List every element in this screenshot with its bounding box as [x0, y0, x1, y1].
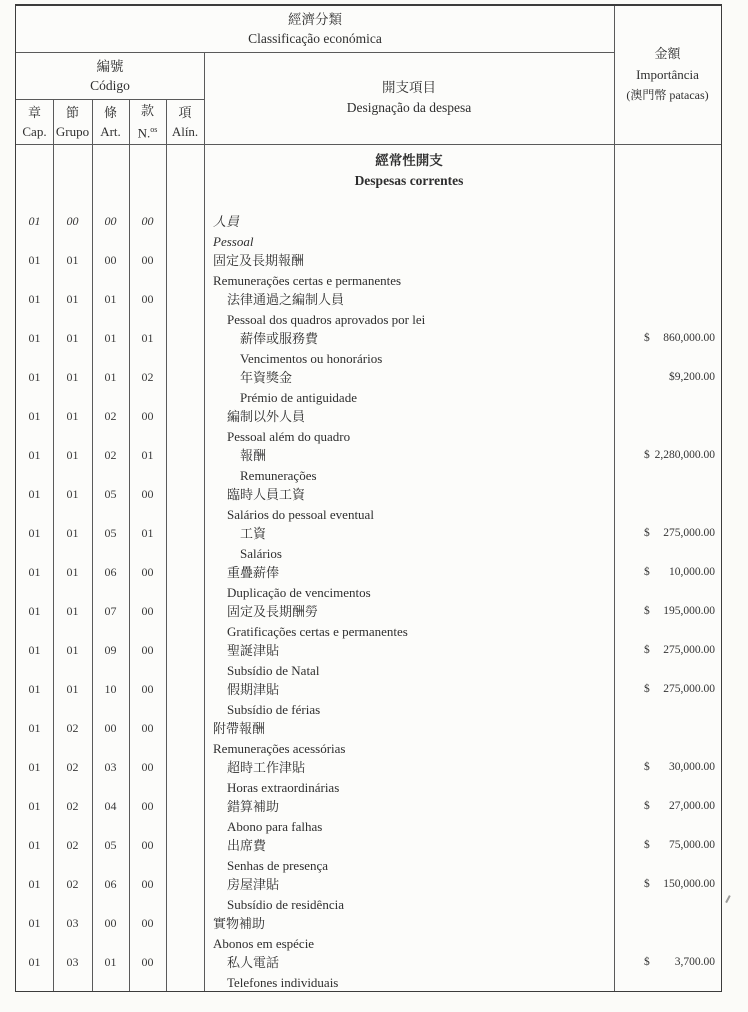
code-art-cell: 02 [104, 409, 117, 423]
code-alin-cell [166, 485, 204, 505]
code-grupo-cell: 01 [66, 370, 79, 384]
budget-table [15, 4, 722, 992]
code-grupo-cell: 00 [66, 214, 79, 228]
code-art-cell: 03 [104, 760, 117, 774]
header-classification-pt: Classificação económica [248, 31, 382, 46]
code-alin-cell [166, 953, 204, 973]
code-alin-cell [166, 758, 204, 778]
code-grupo-cell: 01 [66, 682, 79, 696]
table-row [16, 329, 721, 368]
code-alin-cell [166, 524, 204, 544]
code-alin-cell [166, 290, 204, 310]
code-grupo-cell: 01 [66, 604, 79, 618]
code-n-cell: 00 [141, 643, 154, 657]
designation-cn: 附帶報酬 [213, 721, 266, 736]
code-cap-cell: 01 [28, 214, 41, 228]
code-cap-cell: 01 [28, 409, 41, 423]
amount-cell [614, 719, 721, 739]
designation-pt: Prémio de antiguidade [240, 389, 357, 405]
code-art-cell: 06 [104, 565, 117, 579]
code-alin-cell [166, 797, 204, 817]
code-grupo-cell: 01 [66, 331, 79, 345]
designation-cn: 臨時人員工資 [227, 487, 306, 502]
designation-cn: 報酬 [240, 448, 267, 463]
designation-cn: 私人電話 [227, 955, 280, 970]
amount-value: 10,000.00 [669, 566, 715, 578]
amount-cell [614, 797, 721, 817]
amount-value: 275,000.00 [663, 683, 715, 695]
code-grupo-cell: 01 [66, 448, 79, 462]
amount-value: 3,700.00 [674, 956, 715, 968]
currency-symbol: $ [644, 839, 650, 851]
designation-pt: Vencimentos ou honorários [240, 350, 383, 366]
currency-symbol: $ [669, 371, 675, 383]
code-cap-cell: 01 [28, 292, 41, 306]
amount-cell [614, 368, 721, 388]
amount-cell [614, 407, 721, 427]
designation-pt: Subsídio de Natal [227, 662, 320, 678]
currency-symbol: $ [644, 527, 650, 539]
code-alin-cell [166, 212, 204, 232]
code-alin-cell [166, 719, 204, 739]
section-title-pt: Despesas correntes [354, 172, 464, 188]
code-n-cell: 00 [141, 799, 154, 813]
code-cap-cell: 01 [28, 682, 41, 696]
header-amount [614, 6, 721, 142]
table-row [16, 875, 721, 914]
designation-pt: Remunerações [240, 467, 317, 483]
pen-mark-artifact [725, 895, 730, 903]
currency-symbol: $ [644, 683, 650, 695]
code-n-cell: 00 [141, 838, 154, 852]
currency-symbol: $ [644, 878, 650, 890]
amount-cell [614, 524, 721, 544]
amount-value: 860,000.00 [663, 332, 715, 344]
entry-list [16, 212, 721, 991]
table-row [16, 758, 721, 797]
code-alin-cell [166, 563, 204, 583]
code-n-cell: 00 [141, 721, 154, 735]
table-row [16, 641, 721, 680]
amount-cell [614, 914, 721, 934]
designation-cn: 法律通過之編制人員 [227, 292, 345, 307]
code-n-cell: 02 [141, 370, 154, 384]
code-alin-cell [166, 875, 204, 895]
code-cap-cell: 01 [28, 526, 41, 540]
code-art-cell: 05 [104, 838, 117, 852]
amount-cell [614, 836, 721, 856]
designation-cn: 編制以外人員 [227, 409, 306, 424]
code-cap-cell: 01 [28, 253, 41, 267]
code-grupo-cell: 01 [66, 565, 79, 579]
amount-cell [614, 212, 721, 232]
code-alin-cell [166, 641, 204, 661]
code-art-cell: 01 [104, 331, 117, 345]
designation-cn: 重疊薪俸 [227, 565, 280, 580]
header-col-grupo: 節 Grupo [55, 104, 90, 139]
section-heading [204, 151, 614, 190]
code-grupo-cell: 02 [66, 877, 79, 891]
designation-pt: Salários [240, 545, 282, 561]
code-n-cell: 00 [141, 487, 154, 501]
amount-cell [614, 875, 721, 895]
code-n-cell: 00 [141, 682, 154, 696]
designation-pt: Subsídio de residência [227, 896, 344, 912]
code-grupo-cell: 01 [66, 487, 79, 501]
amount-cell [614, 602, 721, 622]
code-cap-cell: 01 [28, 916, 41, 930]
code-grupo-cell: 01 [66, 253, 79, 267]
currency-symbol: $ [644, 761, 650, 773]
amount-value: 275,000.00 [663, 527, 715, 539]
table-row [16, 446, 721, 485]
designation-pt: Abonos em espécie [213, 935, 315, 951]
currency-symbol: $ [644, 332, 650, 344]
amount-cell [614, 446, 721, 466]
code-art-cell: 10 [104, 682, 117, 696]
table-row [16, 212, 721, 251]
designation-pt: Gratificações certas e permanentes [227, 623, 408, 639]
code-grupo-cell: 01 [66, 643, 79, 657]
code-art-cell: 05 [104, 487, 117, 501]
designation-pt: Subsídio de férias [227, 701, 321, 717]
amount-cell [614, 953, 721, 973]
code-art-cell: 00 [104, 214, 117, 228]
designation-cn: 工資 [240, 526, 267, 541]
designation-pt: Pessoal [213, 233, 254, 249]
table-row [16, 836, 721, 875]
code-alin-cell [166, 680, 204, 700]
designation-pt: Salários do pessoal eventual [227, 506, 374, 522]
currency-symbol: $ [644, 449, 650, 461]
table-row [16, 524, 721, 563]
code-n-cell: 00 [141, 916, 154, 930]
code-grupo-cell: 03 [66, 916, 79, 930]
designation-pt: Remunerações certas e permanentes [213, 272, 402, 288]
designation-pt: Horas extraordinárias [227, 779, 340, 795]
code-n-cell: 01 [141, 448, 154, 462]
amount-value: 150,000.00 [663, 878, 715, 890]
code-cap-cell: 01 [28, 877, 41, 891]
code-art-cell: 04 [104, 799, 117, 813]
header-designation-cn: 開支項目 [382, 80, 436, 95]
table-row [16, 719, 721, 758]
code-cap-cell: 01 [28, 955, 41, 969]
table-row [16, 797, 721, 836]
currency-symbol: $ [644, 800, 650, 812]
currency-symbol: $ [644, 644, 650, 656]
code-n-cell: 01 [141, 526, 154, 540]
code-art-cell: 01 [104, 292, 117, 306]
amount-cell [614, 641, 721, 661]
code-art-cell: 05 [104, 526, 117, 540]
code-n-cell: 00 [141, 760, 154, 774]
header-code-cn: 編號 [96, 58, 124, 74]
designation-cn: 年資獎金 [240, 370, 293, 385]
code-cap-cell: 01 [28, 448, 41, 462]
code-n-cell: 00 [141, 955, 154, 969]
designation-pt: Duplicação de vencimentos [227, 584, 371, 600]
amount-cell [614, 758, 721, 778]
code-art-cell: 07 [104, 604, 117, 618]
designation-pt: Pessoal dos quadros aprovados por lei [227, 311, 426, 327]
code-n-cell: 00 [141, 292, 154, 306]
code-cap-cell: 01 [28, 370, 41, 384]
header-code [16, 52, 204, 99]
code-cap-cell: 01 [28, 838, 41, 852]
designation-cn: 薪俸或服務費 [240, 331, 319, 346]
code-grupo-cell: 01 [66, 409, 79, 423]
designation-pt: Pessoal além do quadro [227, 428, 351, 444]
designation-pt: Abono para falhas [227, 818, 323, 834]
header-classification-cn: 經濟分類 [288, 12, 342, 27]
designation-pt: Senhas de presença [227, 857, 329, 873]
amount-value: 9,200.00 [674, 371, 715, 383]
currency-symbol: $ [644, 605, 650, 617]
header-col-alin: 項 Alín. [171, 104, 199, 139]
currency-symbol: $ [644, 566, 650, 578]
currency-symbol: $ [644, 956, 650, 968]
designation-pt: Remunerações acessórias [213, 740, 346, 756]
code-alin-cell [166, 251, 204, 271]
code-alin-cell [166, 407, 204, 427]
table-row [16, 563, 721, 602]
code-alin-cell [166, 836, 204, 856]
code-cap-cell: 01 [28, 799, 41, 813]
code-n-cell: 00 [141, 409, 154, 423]
code-art-cell: 09 [104, 643, 117, 657]
header-code-pt: Código [90, 77, 130, 93]
header-designation-pt: Designação da despesa [346, 100, 472, 115]
header-designation [204, 52, 614, 144]
designation-cn: 固定及長期報酬 [213, 253, 305, 268]
code-n-cell: 00 [141, 877, 154, 891]
code-cap-cell: 01 [28, 604, 41, 618]
amount-cell [614, 329, 721, 349]
table-row [16, 251, 721, 290]
designation-cn: 實物補助 [213, 916, 266, 931]
designation-pt: Telefones individuais [227, 974, 339, 990]
code-alin-cell [166, 329, 204, 349]
designation-cn: 人員 [213, 214, 240, 229]
code-cap-cell: 01 [28, 331, 41, 345]
amount-cell [614, 485, 721, 505]
code-n-cell: 00 [141, 253, 154, 267]
table-row [16, 407, 721, 446]
code-art-cell: 00 [104, 253, 117, 267]
amount-value: 75,000.00 [669, 839, 715, 851]
designation-cn: 假期津貼 [227, 682, 280, 697]
amount-cell [614, 290, 721, 310]
amount-cell [614, 680, 721, 700]
table-row [16, 680, 721, 719]
header-amount-cn: 金額 [654, 45, 681, 61]
designation-cn: 超時工作津貼 [227, 760, 306, 775]
code-grupo-cell: 03 [66, 955, 79, 969]
code-grupo-cell: 02 [66, 799, 79, 813]
table-row [16, 953, 721, 991]
code-alin-cell [166, 602, 204, 622]
amount-value: 27,000.00 [669, 800, 715, 812]
designation-cn: 出席費 [227, 838, 267, 853]
code-art-cell: 01 [104, 955, 117, 969]
table-body [16, 144, 721, 991]
code-n-cell: 00 [141, 565, 154, 579]
code-art-cell: 01 [104, 370, 117, 384]
amount-value: 2,280,000.00 [654, 449, 715, 461]
table-row [16, 485, 721, 524]
code-grupo-cell: 02 [66, 760, 79, 774]
designation-cn: 錯算補助 [227, 799, 280, 814]
table-row [16, 602, 721, 641]
code-grupo-cell: 02 [66, 838, 79, 852]
header-col-art: 條 Art. [100, 104, 121, 139]
designation-cn: 固定及長期酬勞 [227, 604, 319, 619]
code-cap-cell: 01 [28, 643, 41, 657]
table-row [16, 368, 721, 407]
section-title-cn: 經常性開支 [375, 153, 443, 168]
code-grupo-cell: 01 [66, 526, 79, 540]
amount-value: 195,000.00 [663, 605, 715, 617]
table-row [16, 914, 721, 953]
amount-value: 275,000.00 [663, 644, 715, 656]
code-grupo-cell: 01 [66, 292, 79, 306]
code-art-cell: 06 [104, 877, 117, 891]
code-n-cell: 00 [141, 604, 154, 618]
header-code-columns [16, 99, 204, 144]
code-cap-cell: 01 [28, 721, 41, 735]
code-cap-cell: 01 [28, 487, 41, 501]
code-alin-cell [166, 446, 204, 466]
code-art-cell: 02 [104, 448, 117, 462]
header-classification [16, 6, 614, 52]
amount-cell [614, 251, 721, 271]
header-amount-pt: Importância [636, 66, 699, 82]
code-cap-cell: 01 [28, 760, 41, 774]
code-grupo-cell: 02 [66, 721, 79, 735]
code-art-cell: 00 [104, 721, 117, 735]
amount-cell [614, 563, 721, 583]
header-amount-unit: (澳門幣 patacas) [626, 87, 709, 102]
code-cap-cell: 01 [28, 565, 41, 579]
header-col-n: 款 N.$^{os}$ [137, 102, 158, 141]
code-n-cell: 00 [141, 214, 154, 228]
designation-cn: 房屋津貼 [227, 877, 280, 892]
code-alin-cell [166, 914, 204, 934]
designation-cn: 聖誕津貼 [227, 643, 280, 658]
code-art-cell: 00 [104, 916, 117, 930]
code-alin-cell [166, 368, 204, 388]
code-n-cell: 01 [141, 331, 154, 345]
amount-value: 30,000.00 [669, 761, 715, 773]
header-col-cap: 章 Cap. [22, 104, 47, 139]
table-row [16, 290, 721, 329]
